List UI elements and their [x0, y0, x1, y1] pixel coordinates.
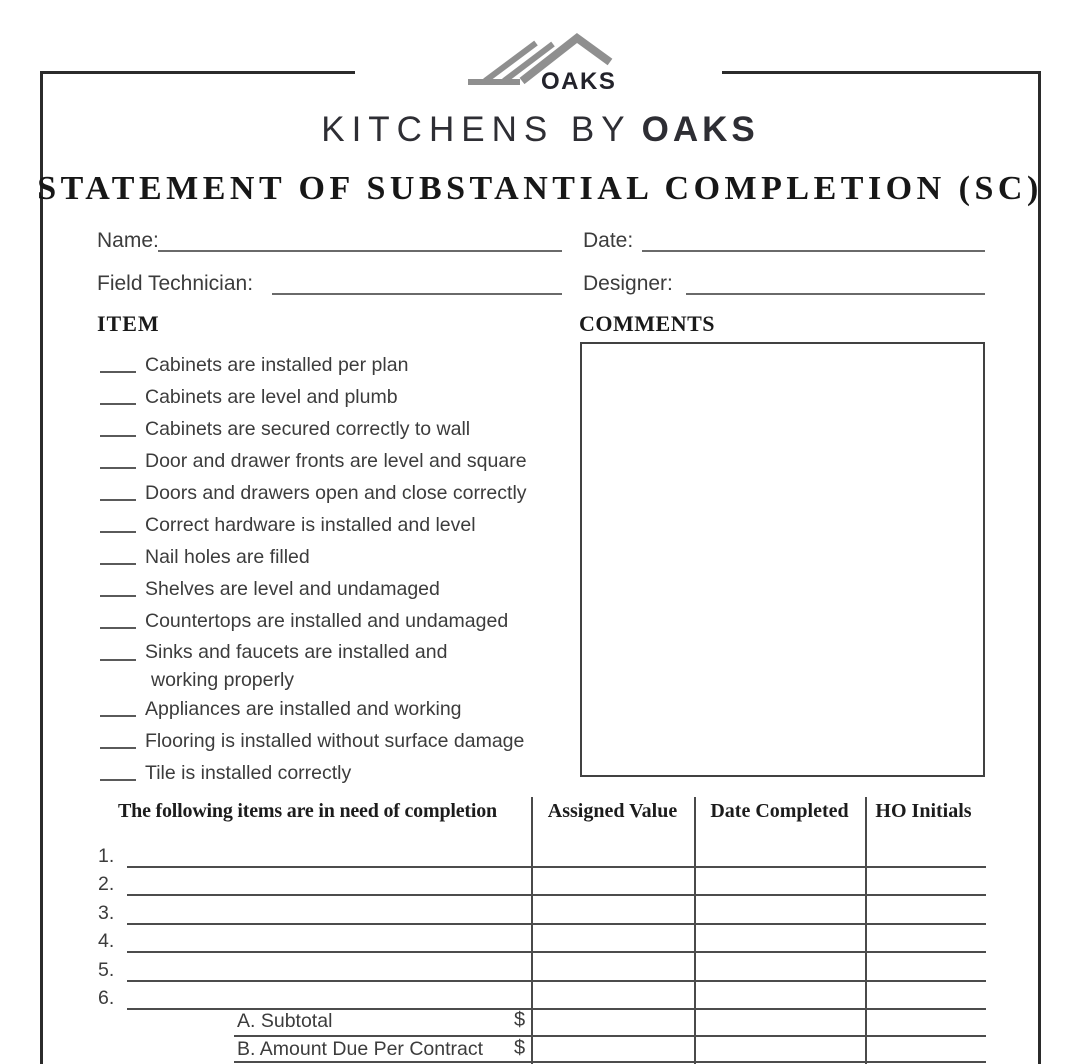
check-item — [100, 413, 570, 445]
check-blank-line[interactable] — [100, 581, 136, 597]
amount-due-label: B. Amount Due Per Contract — [237, 1038, 484, 1060]
check-item-label: Cabinets are level and plumb — [145, 385, 398, 408]
check-item-label: Door and drawer fronts are level and square — [145, 449, 527, 472]
column-divider-1 — [531, 797, 533, 1064]
check-item — [100, 573, 570, 605]
check-item-label: Sinks and faucets are installed and — [145, 641, 448, 663]
item-section-header: ITEM — [97, 311, 160, 336]
check-item — [100, 477, 570, 509]
logo-brand-text: OAKS — [541, 68, 617, 95]
page-border-left — [40, 71, 43, 1064]
check-item-label: Flooring is installed without surface damage — [145, 729, 525, 752]
page-border-top-left — [40, 71, 355, 74]
date-field-line[interactable] — [642, 250, 985, 252]
check-item — [100, 541, 570, 573]
row-fill-line[interactable] — [127, 866, 986, 868]
row-fill-line[interactable] — [127, 923, 986, 925]
row-fill-line[interactable] — [127, 951, 986, 953]
designer-field-line[interactable] — [686, 293, 985, 295]
row-number: 1. — [98, 845, 115, 867]
subtotal-label: A. Subtotal — [237, 1010, 333, 1032]
check-item-label: Countertops are installed and undamaged — [145, 609, 509, 632]
check-blank-line[interactable] — [100, 733, 136, 749]
check-item-label: Appliances are installed and working — [145, 697, 462, 720]
row-number: 3. — [98, 902, 115, 924]
check-item-label: Cabinets are secured correctly to wall — [145, 417, 471, 440]
check-blank-line[interactable] — [100, 357, 136, 373]
check-blank-line[interactable] — [100, 701, 136, 717]
oaks-roof-logo-icon — [452, 22, 657, 96]
check-item-label: Shelves are level and undamaged — [145, 577, 440, 600]
check-item-label: Doors and drawers open and close correctly — [145, 481, 527, 504]
amount-due-dollar-sign: $ — [514, 1037, 526, 1059]
page-title — [0, 110, 1080, 150]
checklist — [100, 349, 570, 789]
table-header-assigned-value: Assigned Value — [547, 800, 678, 822]
check-blank-line[interactable] — [100, 389, 136, 405]
table-header-description: The following items are in need of completion — [118, 800, 497, 822]
check-blank-line[interactable] — [100, 765, 136, 781]
comments-section-header: COMMENTS — [579, 311, 715, 336]
check-item — [100, 693, 570, 725]
table-header-ho-initials: HO Initials — [875, 800, 972, 822]
check-blank-line[interactable] — [100, 485, 136, 501]
page-border-top-right — [722, 71, 1041, 74]
check-blank-line[interactable] — [100, 453, 136, 469]
check-blank-line[interactable] — [100, 421, 136, 437]
check-item — [100, 509, 570, 541]
row-fill-line[interactable] — [127, 980, 986, 982]
check-item-label: Cabinets are installed per plan — [145, 353, 409, 376]
date-label: Date: — [583, 229, 634, 252]
subtotal-dollar-sign: $ — [514, 1009, 526, 1031]
field-technician-line[interactable] — [272, 293, 562, 295]
check-blank-line[interactable] — [100, 517, 136, 533]
name-field-line[interactable] — [158, 250, 562, 252]
check-blank-line[interactable] — [100, 613, 136, 629]
column-divider-2 — [694, 797, 696, 1064]
check-item — [100, 725, 570, 757]
subtotal-fill-line[interactable] — [234, 1035, 986, 1037]
row-number: 2. — [98, 873, 115, 895]
comments-box[interactable] — [580, 342, 985, 777]
check-blank-line[interactable] — [100, 549, 136, 565]
check-item — [100, 349, 570, 381]
check-item-label: Correct hardware is installed and level — [145, 513, 476, 536]
field-technician-label: Field Technician: — [97, 272, 254, 295]
check-item — [100, 757, 570, 789]
column-divider-3 — [865, 797, 867, 1064]
row-number: 5. — [98, 959, 115, 981]
document-heading: STATEMENT OF SUBSTANTIAL COMPLETION (SC) — [37, 170, 1043, 207]
check-item — [100, 445, 570, 477]
check-item-label: Tile is installed correctly — [145, 761, 352, 784]
designer-label: Designer: — [583, 272, 673, 295]
row-number: 6. — [98, 987, 115, 1009]
check-item-label: Nail holes are filled — [145, 545, 310, 568]
name-label: Name: — [97, 229, 159, 252]
check-item-label-line2: working properly — [151, 669, 295, 691]
check-item — [100, 637, 570, 693]
row-fill-line[interactable] — [127, 894, 986, 896]
row-number: 4. — [98, 930, 115, 952]
check-item — [100, 381, 570, 413]
page-border-right — [1038, 71, 1041, 1064]
title-brand: OAKS — [641, 110, 759, 149]
amount-due-fill-line[interactable] — [234, 1061, 986, 1063]
check-blank-line[interactable] — [100, 645, 136, 661]
title-prefix: KITCHENS BY — [321, 110, 632, 149]
check-item — [100, 605, 570, 637]
table-header-date-completed: Date Completed — [710, 800, 849, 822]
roof-base-bar — [468, 79, 520, 85]
